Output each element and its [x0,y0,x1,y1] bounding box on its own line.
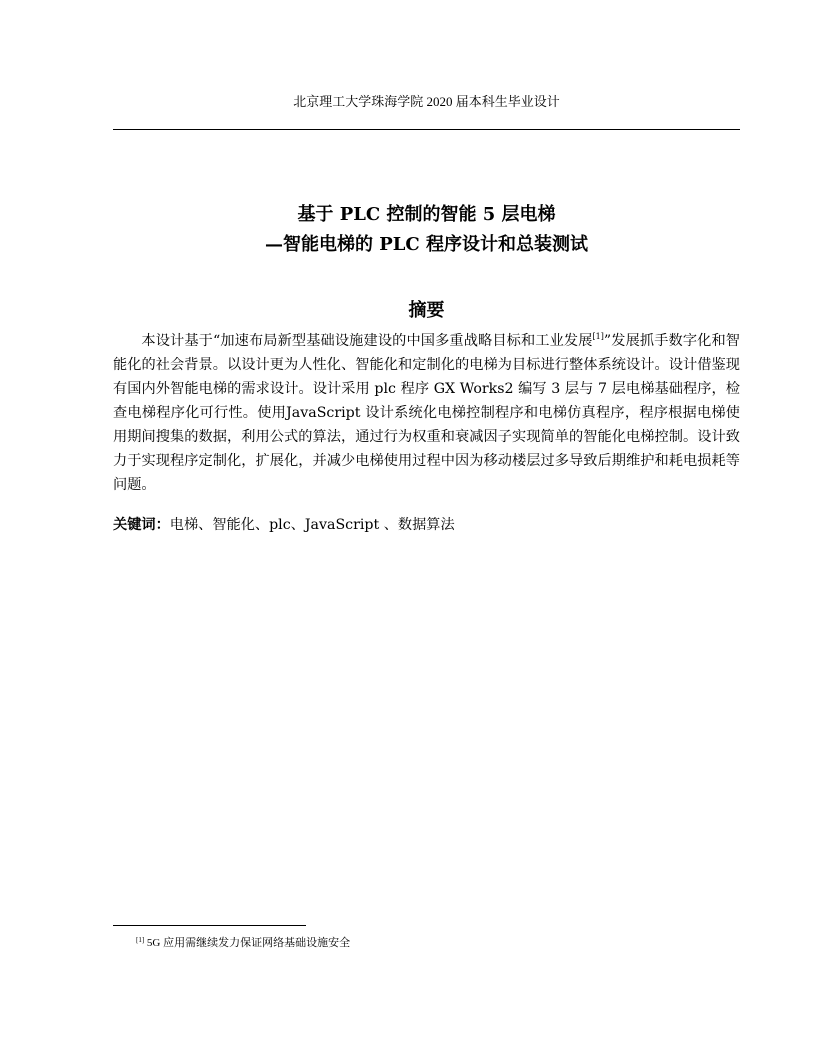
keywords-label: 关键词： [113,517,170,533]
footnote-rule [113,925,306,926]
title-block [113,200,740,260]
abstract-heading: 摘要 [408,300,445,321]
keywords-text: 电梯、智能化、plc、JavaScript 、数据算法 [169,517,455,533]
footnote-reference: [1] [592,332,604,341]
main-title: 基于 PLC 控制的智能 5 层电梯 [297,204,556,225]
header-rule [113,129,740,130]
abstract-text-part1: 本设计基于“加速布局新型基础设施建设的中国多重战略目标和工业发展 [141,333,593,349]
footnote-text: 5G 应用需继续发力保证网络基础设施安全 [144,937,351,949]
abstract-text-part2: ”发展抓手数字化和智能化的社会背景。以设计更为人性化、智能化和定制化的电梯为目标进行整体系统设计。设计借鉴现有国内外智能电梯的需求设计。设计采用 plc 程序 GX Works2 编写 3 层与 7 层电梯基础程序，检查电梯程序化可行性。使用JavaScript 设计系统化电梯控制程序和电梯仿真程序，程序根据电梯使用期间搜集的数据，利用公式的算法，通过行为权重和衰减因子实现简单的智能化电梯控制。设计致力于实现程序定制化，扩展化，并减少电梯使用过程中因为移动楼层过多导致后期维护和耗电损耗等问题。 [113,333,740,493]
subtitle: —智能电梯的 PLC 程序设计和总装测试 [264,234,589,255]
abstract-body [113,329,740,497]
keywords [113,513,740,537]
footnote [136,935,350,951]
footnote-marker: [1] [136,936,145,944]
page-header: 北京理工大学珠海学院 2020 届本科生毕业设计 [293,94,560,109]
